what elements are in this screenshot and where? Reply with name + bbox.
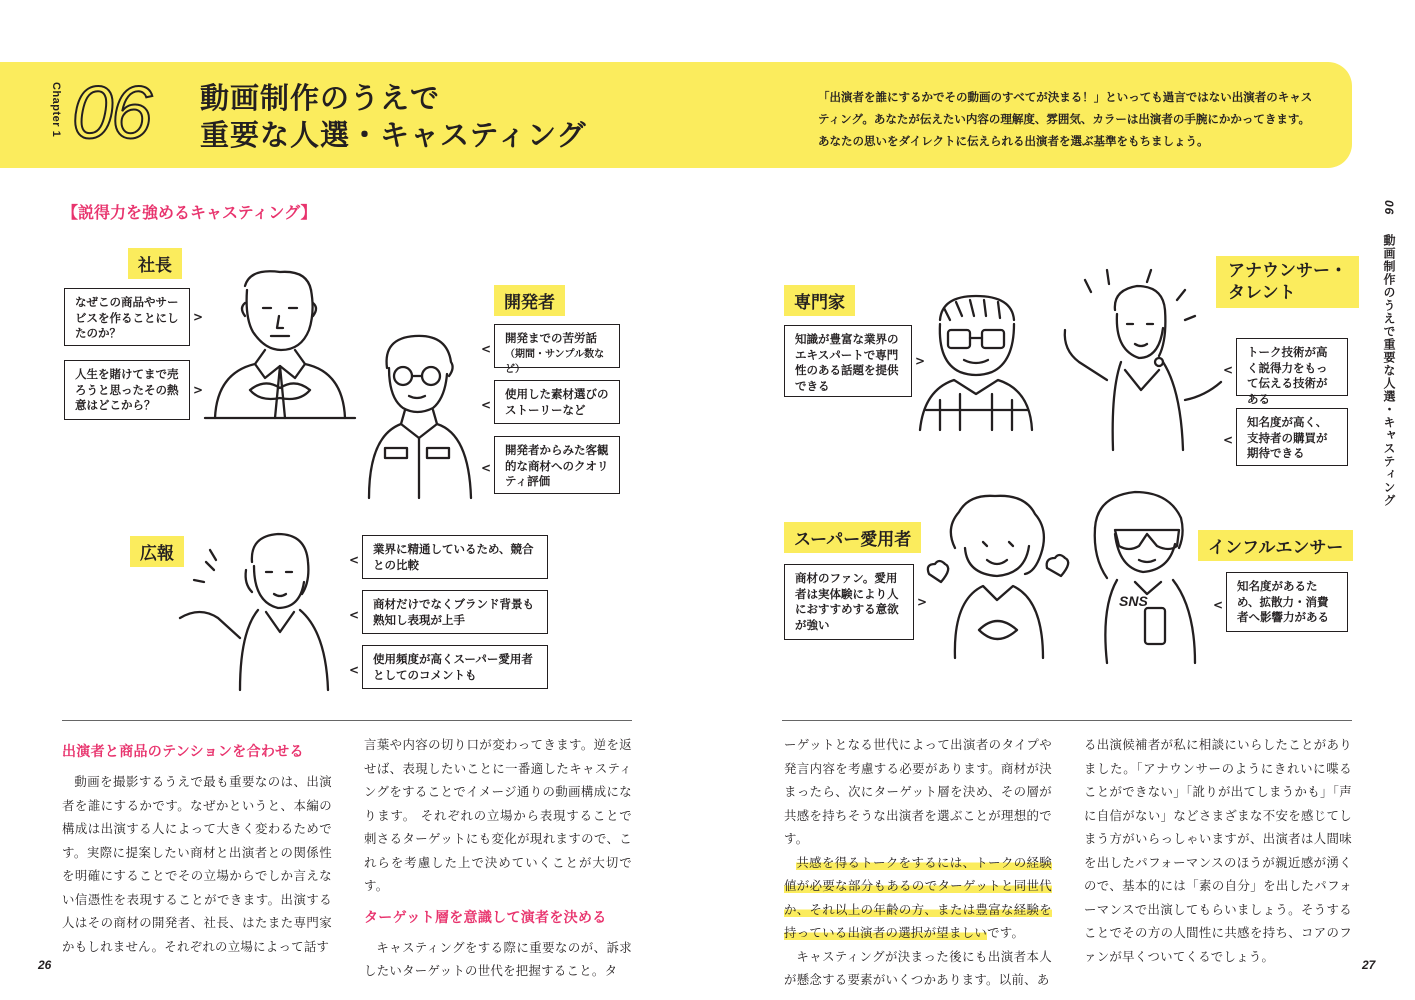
bubble-developer-2 bbox=[481, 380, 620, 424]
tag-pr: 広報 bbox=[130, 536, 184, 567]
bubble-text: 開発者からみた客観的な商材へのクオリティ評価 bbox=[505, 443, 609, 488]
side-tab bbox=[1376, 200, 1398, 507]
bubble-text: 開発までの苦労話 bbox=[505, 331, 597, 345]
bubble-text: なぜこの商品やサービスを作ることにしたのか？ bbox=[75, 295, 179, 340]
body-column-3 bbox=[784, 733, 1052, 992]
bubble-announcer-1 bbox=[1223, 338, 1348, 406]
col3-text-2: キャスティングが決まった後にも出演者本人が懸念する要素がいくつかあります。以前、あ bbox=[784, 948, 1052, 987]
bubble-text: 知名度があるため、拡散力・消費者へ影響力がある bbox=[1237, 579, 1329, 624]
bubble-pr-2 bbox=[349, 590, 548, 634]
bubble-pointer: > bbox=[192, 310, 203, 324]
bubble-pointer: < bbox=[481, 398, 492, 412]
tag-president: 社長 bbox=[128, 248, 182, 279]
bubble-text: 人生を賭けてまで売ろうと思ったその熱意はどこから？ bbox=[75, 367, 179, 412]
bubble-pointer: < bbox=[1213, 598, 1224, 612]
tag-announcer bbox=[1216, 256, 1359, 308]
divider-left bbox=[62, 720, 632, 721]
bubble-text: 業界に精通しているため、競合との比較 bbox=[373, 542, 534, 572]
body-column-1 bbox=[62, 740, 332, 958]
bubble-president-2 bbox=[64, 360, 203, 420]
col3-highlight-tail: です。 bbox=[987, 925, 1025, 940]
bubble-pointer: < bbox=[481, 342, 492, 356]
side-tab-text: 動画制作のうえで重要な人選・キャスティング bbox=[1382, 233, 1396, 507]
tag-super-user: スーパー愛用者 bbox=[784, 522, 921, 553]
bubble-text: 知名度が高く、支持者の購買が期待できる bbox=[1247, 415, 1328, 460]
bubble-developer-3 bbox=[481, 436, 620, 494]
bubble-text: 商材のファン。愛用者は実体験により人におすすめする意欲が強い bbox=[795, 571, 899, 632]
tag-influencer: インフルエンサー bbox=[1198, 530, 1353, 561]
bubble-influencer bbox=[1213, 572, 1348, 632]
chapter-number: 06 bbox=[72, 71, 151, 154]
col1-text: 動画を撮影するうえで最も重要なのは、出演者を誰にするかです。なぜかというと、本編の構成は出演する人によって大きく変わるためです。実際に提案したい商材と出演者との関係性を明確にすることでその立場からでしか言えない信憑性を表現することができます。出演する人はその商材の開発者、社長、はたまた専門家かもしれません。それぞれの立場によって話す bbox=[62, 774, 332, 954]
bubble-pointer: > bbox=[916, 595, 927, 609]
bubble-pointer: < bbox=[349, 608, 360, 622]
president-illustration bbox=[205, 268, 355, 438]
divider-right bbox=[782, 720, 1352, 721]
bubble-pr-1 bbox=[349, 535, 548, 579]
announcer-illustration bbox=[1055, 270, 1225, 450]
chapter-label: Chapter 1 bbox=[50, 82, 62, 138]
intro-text: 「出演者を誰にするかでその動画のすべてが決まる！」といっても過言ではない出演者のキャスティング。あなたが伝えたい内容の理解度、雰囲気、カラーは出演者の手腕にかかってきます。あなたの思いをダイレクトに伝えられる出演者を選ぶ基準をもちましょう。 bbox=[818, 90, 1313, 148]
tag-expert: 専門家 bbox=[784, 285, 855, 316]
title-line-2: 重要な人選・キャスティング bbox=[200, 118, 587, 152]
bubble-text: 使用頻度が高くスーパー愛用者としてのコメントも bbox=[373, 652, 533, 682]
pr-illustration bbox=[170, 522, 345, 692]
page-number-right: 27 bbox=[1362, 958, 1376, 972]
shirt-text: SNS bbox=[1119, 593, 1148, 609]
bubble-text: 使用した素材選びのストーリーなど bbox=[505, 387, 609, 417]
col1-heading: 出演者と商品のテンションを合わせる bbox=[62, 744, 304, 760]
bubble-announcer-2 bbox=[1223, 408, 1348, 466]
bubble-text: トーク技術が高く説得力をもって伝える技術がある bbox=[1247, 345, 1328, 406]
bubble-text: 知識が豊富な業界のエキスパートで専門性のある話題を提供できる bbox=[795, 332, 899, 393]
page-title bbox=[200, 80, 587, 154]
tag-developer: 開発者 bbox=[494, 285, 565, 316]
tag-line-2: タレント bbox=[1228, 283, 1296, 303]
bubble-pointer: < bbox=[1223, 363, 1234, 377]
bubble-subtext: （期間・サンプル数など） bbox=[505, 348, 605, 375]
tag-line-1: アナウンサー・ bbox=[1228, 261, 1347, 281]
bubble-pointer: < bbox=[1223, 433, 1234, 447]
section-heading: 【説得力を強めるキャスティング】 bbox=[62, 203, 317, 222]
side-tab-number: 06 bbox=[1382, 200, 1396, 216]
influencer-illustration bbox=[1085, 488, 1215, 663]
bubble-text: 商材だけでなくブランド背景も熟知し表現が上手 bbox=[373, 597, 534, 627]
col4-text: る出演候補者が私に相談にいらしたことがありました。「アナウンサーのようにきれいに喋ることができない」「訛りが出てしまうかも」「声に自信がない」などさまざまな不安を感じてしまう方がいらっしゃいますが、出演者は人間味を出したパフォーマンスのほうが親近感が湧くので、基本的には「素の自分」を出したパフォーマンスで出演してもらいましょう。そうすることでその方の人間性に共感を持ち、コアのファンが早くついてくるでしょう。 bbox=[1084, 737, 1352, 964]
col3-text-1: ーゲットとなる世代によって出演者のタイプや発言内容を考慮する必要があります。商材が決まったら、次にターゲット層を決め、その層が共感を持ちそうな出演者を選ぶことが理想的です。 bbox=[784, 737, 1052, 846]
bubble-pointer: > bbox=[914, 354, 925, 368]
col3-highlight: 共感を得るトークをするには、トークの経験値が必要な部分もあるのでターゲットと同世代か、それ以上の年齢の方、または豊富な経験を持っている出演者の選択が望ましい bbox=[784, 854, 1052, 940]
bubble-expert bbox=[784, 325, 925, 397]
bubble-pointer: < bbox=[481, 461, 492, 475]
bubble-pr-3 bbox=[349, 645, 548, 689]
col2-text-1: 言葉や内容の切り口が変わってきます。逆を返せば、表現したいことに一番適したキャスティングをすることでイメージ通りの動画構成になります。 それぞれの立場から表現することで刺さるターゲットにも変化が現れますので、これらを考慮した上で決めていくことが大切です。 bbox=[364, 737, 632, 893]
col2-text-2: キャスティングをする際に重要なのが、訴求したいターゲットの世代を把握すること。タ bbox=[364, 939, 632, 978]
super-user-illustration bbox=[925, 488, 1075, 658]
col2-heading: ターゲット層を意識して演者を決める bbox=[364, 909, 607, 926]
developer-illustration bbox=[365, 328, 475, 498]
bubble-president-1 bbox=[64, 288, 203, 346]
bubble-pointer: > bbox=[192, 383, 203, 397]
body-column-4 bbox=[1084, 733, 1352, 968]
bubble-developer-1 bbox=[481, 324, 620, 375]
page-number-left: 26 bbox=[38, 958, 52, 972]
title-line-1: 動画制作のうえで bbox=[200, 81, 441, 115]
bubble-super-user bbox=[784, 564, 927, 640]
body-column-2 bbox=[364, 733, 632, 983]
bubble-pointer: < bbox=[349, 553, 360, 567]
bubble-pointer: < bbox=[349, 663, 360, 677]
expert-illustration bbox=[920, 290, 1035, 430]
